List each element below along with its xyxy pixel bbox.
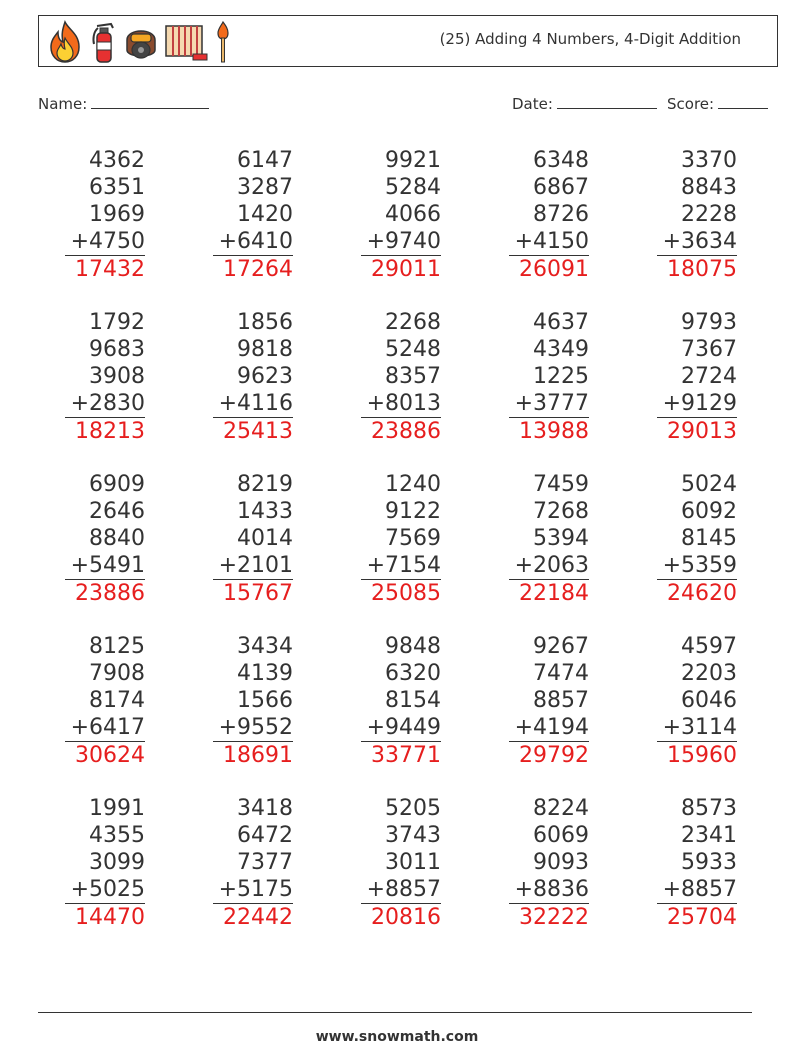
- addend: 9848: [385, 634, 441, 659]
- addend: 3418: [237, 796, 293, 821]
- addition-problem: [25, 309, 145, 446]
- addend: 4362: [89, 148, 145, 173]
- answer: 20816: [361, 903, 441, 932]
- addend: 7367: [681, 337, 737, 362]
- addend-with-plus: +5359: [662, 553, 737, 578]
- addend: 7268: [533, 499, 589, 524]
- addend: 2203: [681, 661, 737, 686]
- addend: 5024: [681, 472, 737, 497]
- addend: 5394: [533, 526, 589, 551]
- addition-problem: [469, 471, 589, 608]
- addition-problem: [321, 795, 441, 932]
- addend: 1420: [237, 202, 293, 227]
- answer: 13988: [509, 417, 589, 446]
- addend-with-plus: +9552: [218, 715, 293, 740]
- score-field: [667, 94, 768, 113]
- addend: 6147: [237, 148, 293, 173]
- addend: 7474: [533, 661, 589, 686]
- addend: 6348: [533, 148, 589, 173]
- addend-with-plus: +5025: [70, 877, 145, 902]
- addend-with-plus: +3114: [662, 715, 737, 740]
- addend: 4597: [681, 634, 737, 659]
- addend-with-plus: +9449: [366, 715, 441, 740]
- addend: 6472: [237, 823, 293, 848]
- addend-with-plus: +4750: [70, 229, 145, 254]
- addend: 9818: [237, 337, 293, 362]
- addend: 6867: [533, 175, 589, 200]
- addition-problem: [617, 309, 737, 446]
- addend: 1969: [89, 202, 145, 227]
- addition-problem: [173, 147, 293, 284]
- addend: 3287: [237, 175, 293, 200]
- score-blank[interactable]: [718, 94, 768, 109]
- addition-problem: [321, 633, 441, 770]
- answer: 18213: [65, 417, 145, 446]
- addition-problem: [25, 147, 145, 284]
- addend: 4139: [237, 661, 293, 686]
- addend: 9623: [237, 364, 293, 389]
- addend: 2228: [681, 202, 737, 227]
- addend: 4637: [533, 310, 589, 335]
- addend: 6069: [533, 823, 589, 848]
- answer: 22442: [213, 903, 293, 932]
- addend: 8154: [385, 688, 441, 713]
- addend: 2341: [681, 823, 737, 848]
- addend-with-plus: +5491: [70, 553, 145, 578]
- addend: 5248: [385, 337, 441, 362]
- addend: 8145: [681, 526, 737, 551]
- addition-problem: [321, 147, 441, 284]
- answer: 15960: [657, 741, 737, 770]
- addition-problem: [617, 471, 737, 608]
- addend: 1225: [533, 364, 589, 389]
- addend: 3011: [385, 850, 441, 875]
- answer: 29792: [509, 741, 589, 770]
- answer: 24620: [657, 579, 737, 608]
- answer: 29011: [361, 255, 441, 284]
- answer: 33771: [361, 741, 441, 770]
- addition-problem: [25, 633, 145, 770]
- answer: 25085: [361, 579, 441, 608]
- addend: 1433: [237, 499, 293, 524]
- worksheet-header: [38, 15, 778, 67]
- addend: 7569: [385, 526, 441, 551]
- addend-with-plus: +8857: [366, 877, 441, 902]
- answer: 29013: [657, 417, 737, 446]
- addend-with-plus: +5175: [218, 877, 293, 902]
- score-label: Score:: [667, 95, 715, 113]
- addend: 6092: [681, 499, 737, 524]
- addend: 8726: [533, 202, 589, 227]
- answer: 18691: [213, 741, 293, 770]
- addend: 9921: [385, 148, 441, 173]
- answer: 25704: [657, 903, 737, 932]
- addend-with-plus: +8836: [514, 877, 589, 902]
- addend: 6046: [681, 688, 737, 713]
- addend-with-plus: +2101: [218, 553, 293, 578]
- addend: 3099: [89, 850, 145, 875]
- gas-mask-icon: [123, 20, 159, 64]
- header-icons: [45, 19, 233, 65]
- addend: 7459: [533, 472, 589, 497]
- answer: 15767: [213, 579, 293, 608]
- addend: 8840: [89, 526, 145, 551]
- worksheet-title: (25) Adding 4 Numbers, 4-Digit Addition: [439, 30, 741, 48]
- addend-with-plus: +8013: [366, 391, 441, 416]
- addend: 8573: [681, 796, 737, 821]
- addition-problem: [469, 633, 589, 770]
- addition-problem: [173, 795, 293, 932]
- addend: 1856: [237, 310, 293, 335]
- answer: 22184: [509, 579, 589, 608]
- addend: 4014: [237, 526, 293, 551]
- fire-hose-icon: [163, 20, 209, 64]
- addition-problem: [617, 795, 737, 932]
- answer: 26091: [509, 255, 589, 284]
- addend-with-plus: +9129: [662, 391, 737, 416]
- addend: 3434: [237, 634, 293, 659]
- addend-with-plus: +2063: [514, 553, 589, 578]
- addend: 9683: [89, 337, 145, 362]
- fire-icon: [45, 20, 85, 64]
- addition-problem: [173, 309, 293, 446]
- addend-with-plus: +3777: [514, 391, 589, 416]
- addition-problem: [173, 633, 293, 770]
- addition-problem: [617, 147, 737, 284]
- name-blank[interactable]: [91, 94, 209, 109]
- addition-problem: [617, 633, 737, 770]
- addition-problem: [321, 471, 441, 608]
- addend: 5205: [385, 796, 441, 821]
- addend-with-plus: +4194: [514, 715, 589, 740]
- addend: 6320: [385, 661, 441, 686]
- addend: 2646: [89, 499, 145, 524]
- addend: 8224: [533, 796, 589, 821]
- addend-with-plus: +6410: [218, 229, 293, 254]
- addend: 1792: [89, 310, 145, 335]
- answer: 23886: [361, 417, 441, 446]
- addend: 1991: [89, 796, 145, 821]
- addend: 3370: [681, 148, 737, 173]
- addend: 2724: [681, 364, 737, 389]
- date-blank[interactable]: [557, 94, 657, 109]
- addend: 5284: [385, 175, 441, 200]
- addition-problem: [25, 471, 145, 608]
- footer-divider: [38, 1012, 752, 1013]
- addend: 9267: [533, 634, 589, 659]
- date-label: Date:: [512, 95, 553, 113]
- addend: 8843: [681, 175, 737, 200]
- addition-problem: [321, 309, 441, 446]
- addend: 6351: [89, 175, 145, 200]
- name-field: [38, 94, 209, 113]
- addend-with-plus: +7154: [366, 553, 441, 578]
- answer: 23886: [65, 579, 145, 608]
- addend: 9093: [533, 850, 589, 875]
- addend: 7908: [89, 661, 145, 686]
- addend-with-plus: +4150: [514, 229, 589, 254]
- addend: 1240: [385, 472, 441, 497]
- fire-extinguisher-icon: [89, 20, 119, 64]
- addend-with-plus: +4116: [218, 391, 293, 416]
- addend: 2268: [385, 310, 441, 335]
- addend: 3908: [89, 364, 145, 389]
- addend: 4355: [89, 823, 145, 848]
- addend: 8219: [237, 472, 293, 497]
- answer: 17432: [65, 255, 145, 284]
- addend: 8174: [89, 688, 145, 713]
- addition-problem: [173, 471, 293, 608]
- answer: 18075: [657, 255, 737, 284]
- match-icon: [213, 20, 233, 64]
- addend: 9793: [681, 310, 737, 335]
- footer-site: www.snowmath.com: [315, 1029, 479, 1045]
- addition-problem: [469, 147, 589, 284]
- addend: 9122: [385, 499, 441, 524]
- addend: 1566: [237, 688, 293, 713]
- addend: 4066: [385, 202, 441, 227]
- addend: 5933: [681, 850, 737, 875]
- addend: 8357: [385, 364, 441, 389]
- addend: 7377: [237, 850, 293, 875]
- addend-with-plus: +9740: [366, 229, 441, 254]
- answer: 32222: [509, 903, 589, 932]
- date-field: [512, 94, 657, 113]
- addend: 8857: [533, 688, 589, 713]
- addition-problem: [25, 795, 145, 932]
- addition-problem: [469, 795, 589, 932]
- name-label: Name:: [38, 95, 88, 113]
- addend: 3743: [385, 823, 441, 848]
- addend-with-plus: +8857: [662, 877, 737, 902]
- addition-problem: [469, 309, 589, 446]
- addend-with-plus: +6417: [70, 715, 145, 740]
- answer: 25413: [213, 417, 293, 446]
- addend: 6909: [89, 472, 145, 497]
- addend-with-plus: +3634: [662, 229, 737, 254]
- answer: 14470: [65, 903, 145, 932]
- answer: 30624: [65, 741, 145, 770]
- answer: 17264: [213, 255, 293, 284]
- addend: 8125: [89, 634, 145, 659]
- addend: 4349: [533, 337, 589, 362]
- addend-with-plus: +2830: [70, 391, 145, 416]
